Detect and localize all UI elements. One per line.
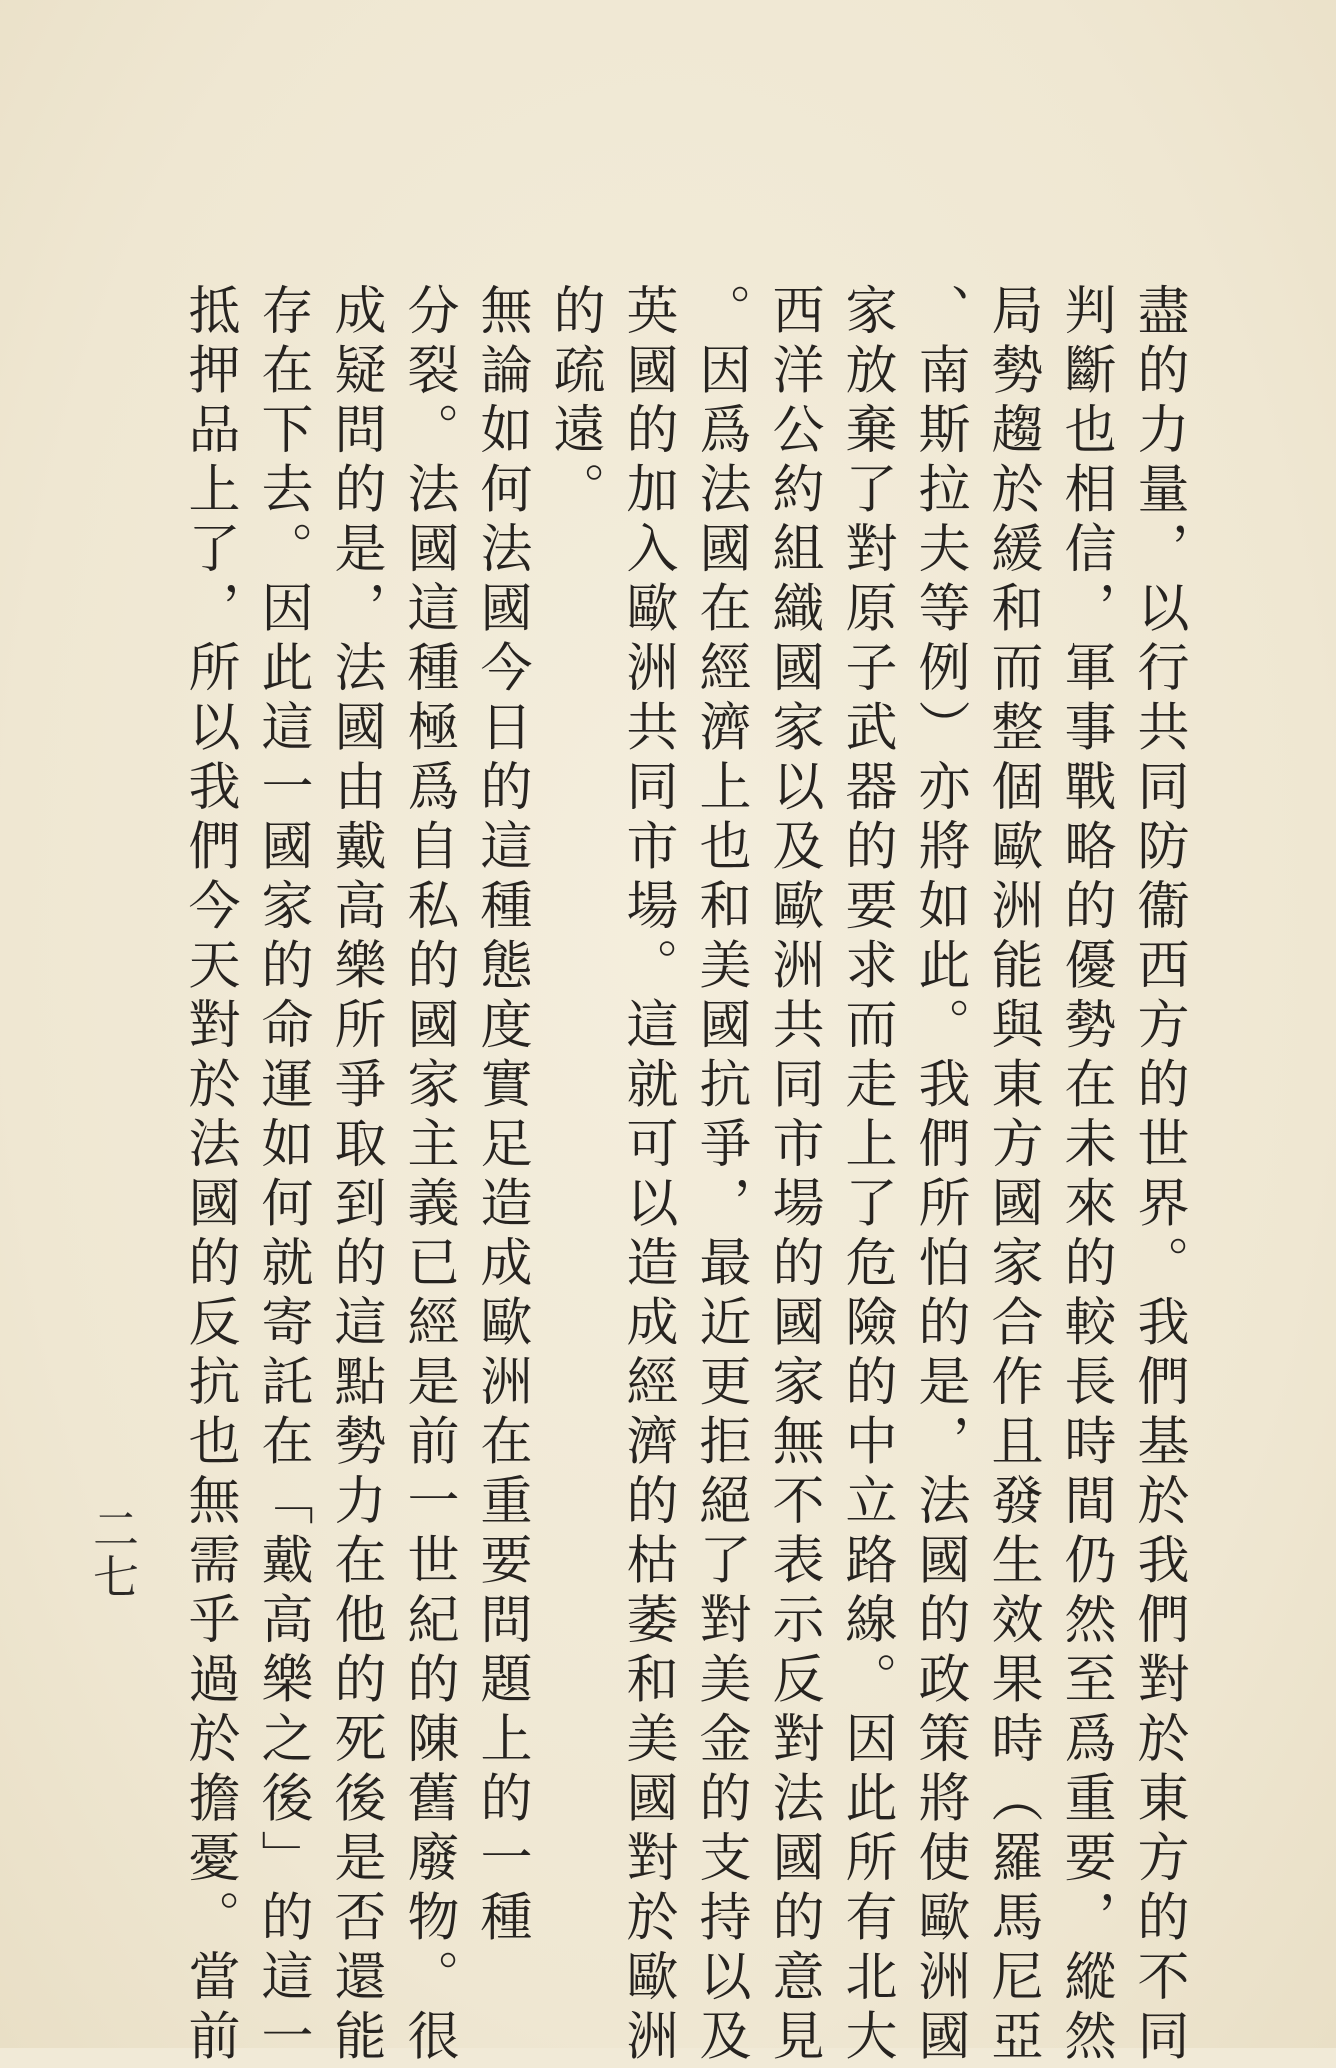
text-column: 存在下去。因此這一國家的命運如何就寄託在「戴高樂之後」的這一 bbox=[252, 283, 312, 2068]
text-column: 。因爲法國在經濟上也和美國抗爭，最近更拒絕了對美金的支持以及 bbox=[690, 283, 750, 2068]
text-column: 盡的力量，以行共同防衞西方的世界。我們基於我們對於東方的不同 bbox=[1128, 283, 1188, 2068]
text-column: 抵押品上了，所以我們今天對於法國的反抗也無需乎過於擔憂。當前 bbox=[179, 283, 239, 2068]
text-column: 英國的加入歐洲共同市場。這就可以造成經濟的枯萎和美國對於歐洲 bbox=[617, 283, 677, 2068]
text-column: 成疑問的是，法國由戴高樂所爭取到的這點勢力在他的死後是否還能 bbox=[325, 283, 385, 2068]
text-column: 家放棄了對原子武器的要求而走上了危險的中立路線。因此所有北大 bbox=[836, 283, 896, 2068]
text-column: 西洋公約組織國家以及歐洲共同市場的國家無不表示反對法國的意見 bbox=[763, 283, 823, 2068]
text-column: 的疏遠。 bbox=[544, 283, 604, 521]
text-column: 無論如何法國今日的這種態度實足造成歐洲在重要問題上的一種 bbox=[471, 283, 531, 1949]
page-number: 二七 bbox=[86, 1505, 140, 1601]
text-column: 判斷也相信，軍事戰略的優勢在未來的較長時間仍然至爲重要，縱然 bbox=[1055, 283, 1115, 2068]
vertical-text-body bbox=[172, 283, 1194, 2068]
text-column: 分裂。法國這種極爲自私的國家主義已經是前一世紀的陳舊廢物。很 bbox=[398, 283, 458, 2068]
text-column: 局勢趨於緩和而整個歐洲能與東方國家合作且發生效果時（羅馬尼亞 bbox=[982, 283, 1042, 2068]
text-column: 、南斯拉夫等例）亦將如此。我們所怕的是，法國的政策將使歐洲國 bbox=[909, 283, 969, 2068]
